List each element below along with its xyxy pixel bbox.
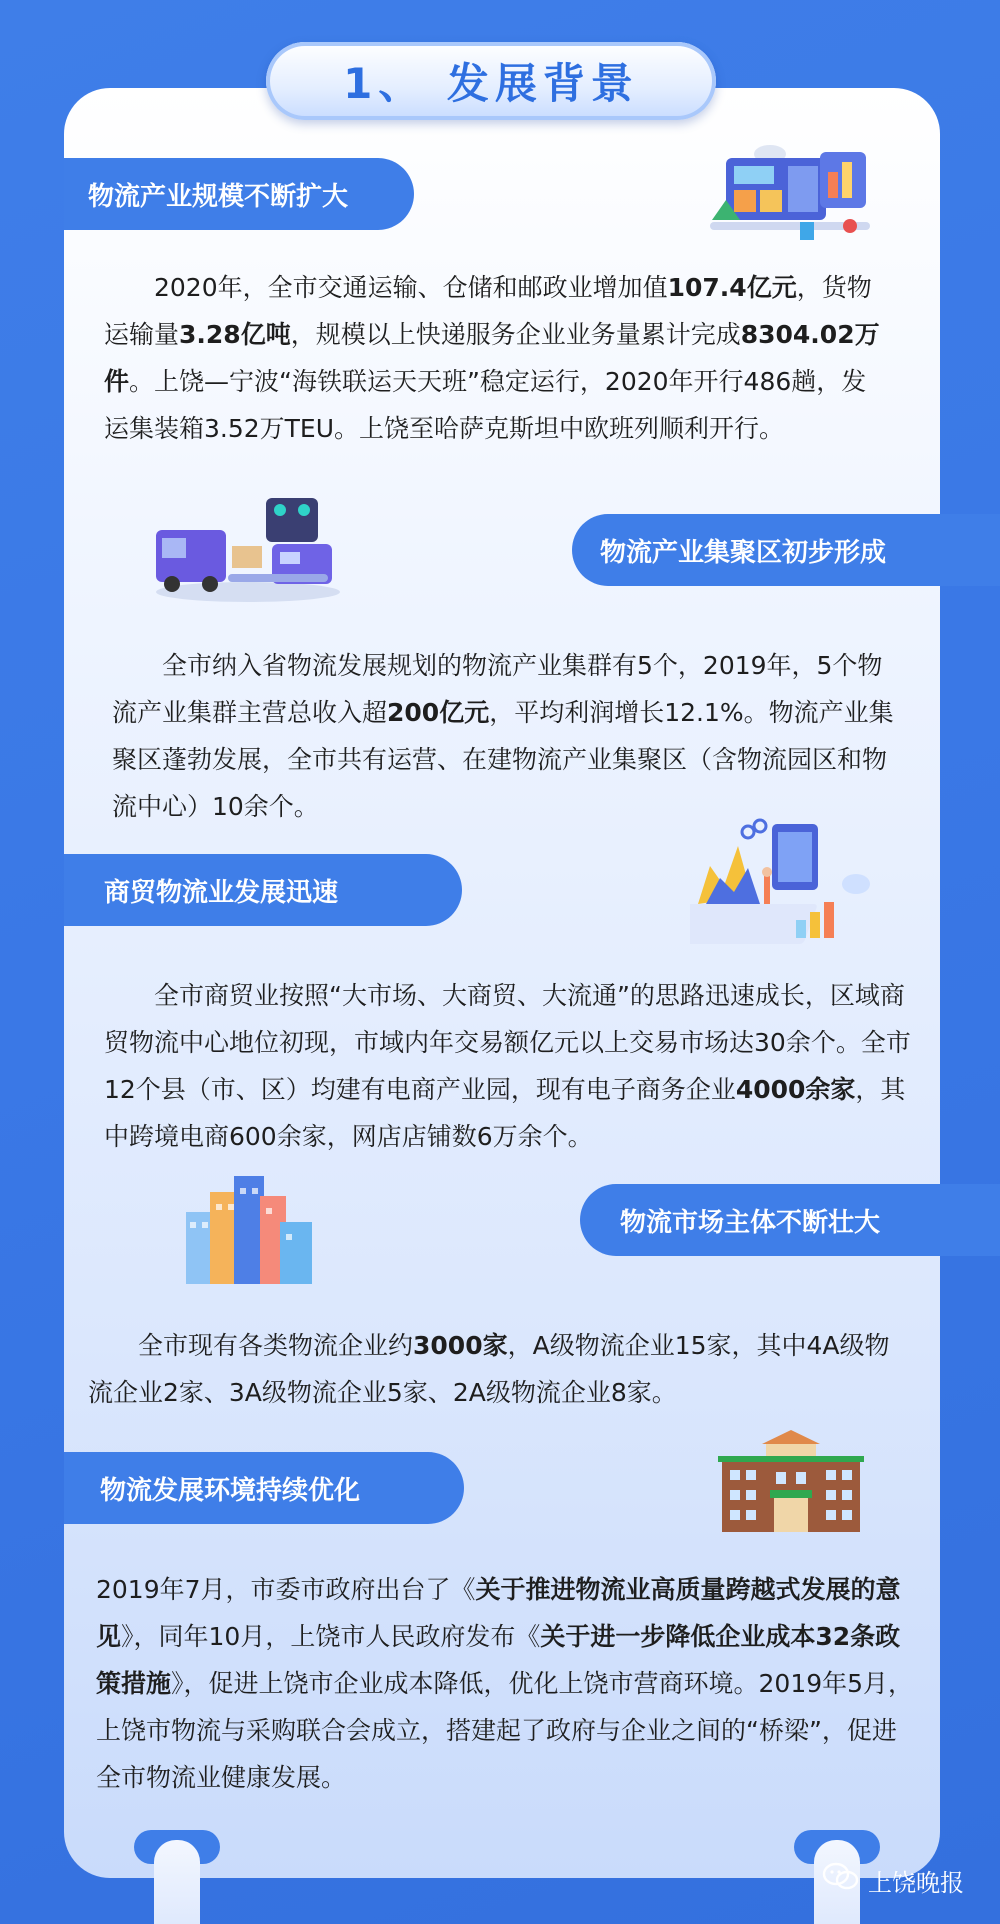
para-bold-run: 200亿元 [387, 698, 490, 727]
watermark-text: 上饶晚报 [868, 1868, 964, 1897]
section-paragraph-1 [104, 264, 888, 452]
section-heading-1: 物流产业规模不断扩大 [64, 158, 414, 230]
analytics-illustration [690, 816, 880, 960]
para-run: ，平均利润增长12.1%。物流产业集聚区蓬勃发展，全市共有运营、在建物流产业集聚区（含物流园区和物流中心）10余个。 [112, 698, 894, 821]
para-bold-run: 关于进一步降低企业成本32条政策措施 [96, 1622, 901, 1698]
section-paragraph-5 [96, 1566, 916, 1801]
section-paragraph-3 [104, 972, 924, 1160]
building-illustration [716, 1430, 866, 1540]
para-run: 2019年7月，市委市政府出台了《 [96, 1575, 476, 1604]
para-run: ，其中跨境电商600余家，网店店铺数6万余个。 [104, 1075, 906, 1151]
para-run: 全市现有各类物流企业约 [88, 1331, 414, 1360]
dashboard-illustration [700, 138, 880, 252]
decor-post-left [154, 1840, 200, 1924]
truck-illustration [148, 488, 348, 612]
section-heading-4: 物流市场主体不断壮大 [580, 1184, 1000, 1256]
para-run: 全市商贸业按照“大市场、大商贸、大流通”的思路迅速成长，区域商贸物流中心地位初现，市域内年交易额亿元以上交易市场达30余个。全市12个县（市、区）均建有电商产业园，现有电子商务企业 [104, 981, 911, 1104]
para-run: 》，促进上饶市企业成本降低，优化上饶市营商环境。2019年5月，上饶市物流与采购联合会成立，搭建起了政府与企业之间的“桥梁”，促进全市物流业健康发展。 [96, 1669, 914, 1792]
para-run: ，规模以上快递服务企业业务量累计完成 [290, 320, 741, 349]
para-run: 2020年，全市交通运输、仓储和邮政业增加值 [104, 273, 668, 302]
para-run: ，A级物流企业15家，其中4A级物流企业2家、3A级物流企业5家、2A级物流企业8家。 [88, 1331, 890, 1407]
section-paragraph-4 [88, 1322, 908, 1416]
para-bold-run: 107.4亿元 [667, 273, 797, 302]
para-bold-run: 4000余家 [735, 1075, 856, 1104]
para-run: 。上饶—宁波“海铁联运天天班”稳定运行，2020年开行486趟，发运集装箱3.52万TEU。上饶至哈萨克斯坦中欧班列顺利开行。 [104, 367, 867, 443]
para-bold-run: 3.28亿吨 [179, 320, 291, 349]
section-heading-3: 商贸物流业发展迅速 [64, 854, 462, 926]
para-bold-run: 关于推进物流业高质量跨越式发展的意见 [96, 1575, 901, 1651]
watermark [822, 1862, 964, 1898]
para-bold-run: 8304.02万件 [104, 320, 880, 396]
buildings-illustration [180, 1172, 320, 1292]
wechat-icon [822, 1862, 860, 1898]
section-heading-2: 物流产业集聚区初步形成 [572, 514, 1000, 586]
para-run: ，货物运输量 [104, 273, 872, 349]
para-bold-run: 3000家 [413, 1331, 508, 1360]
para-run: 全市纳入省物流发展规划的物流产业集群有5个，2019年，5个物流产业集群主营总收入超 [112, 651, 883, 727]
page-title: 1、 发展背景 [266, 42, 716, 120]
section-heading-5: 物流发展环境持续优化 [64, 1452, 464, 1524]
para-run: 》，同年10月，上饶市人民政府发布《 [121, 1622, 541, 1651]
section-paragraph-2 [112, 642, 894, 830]
